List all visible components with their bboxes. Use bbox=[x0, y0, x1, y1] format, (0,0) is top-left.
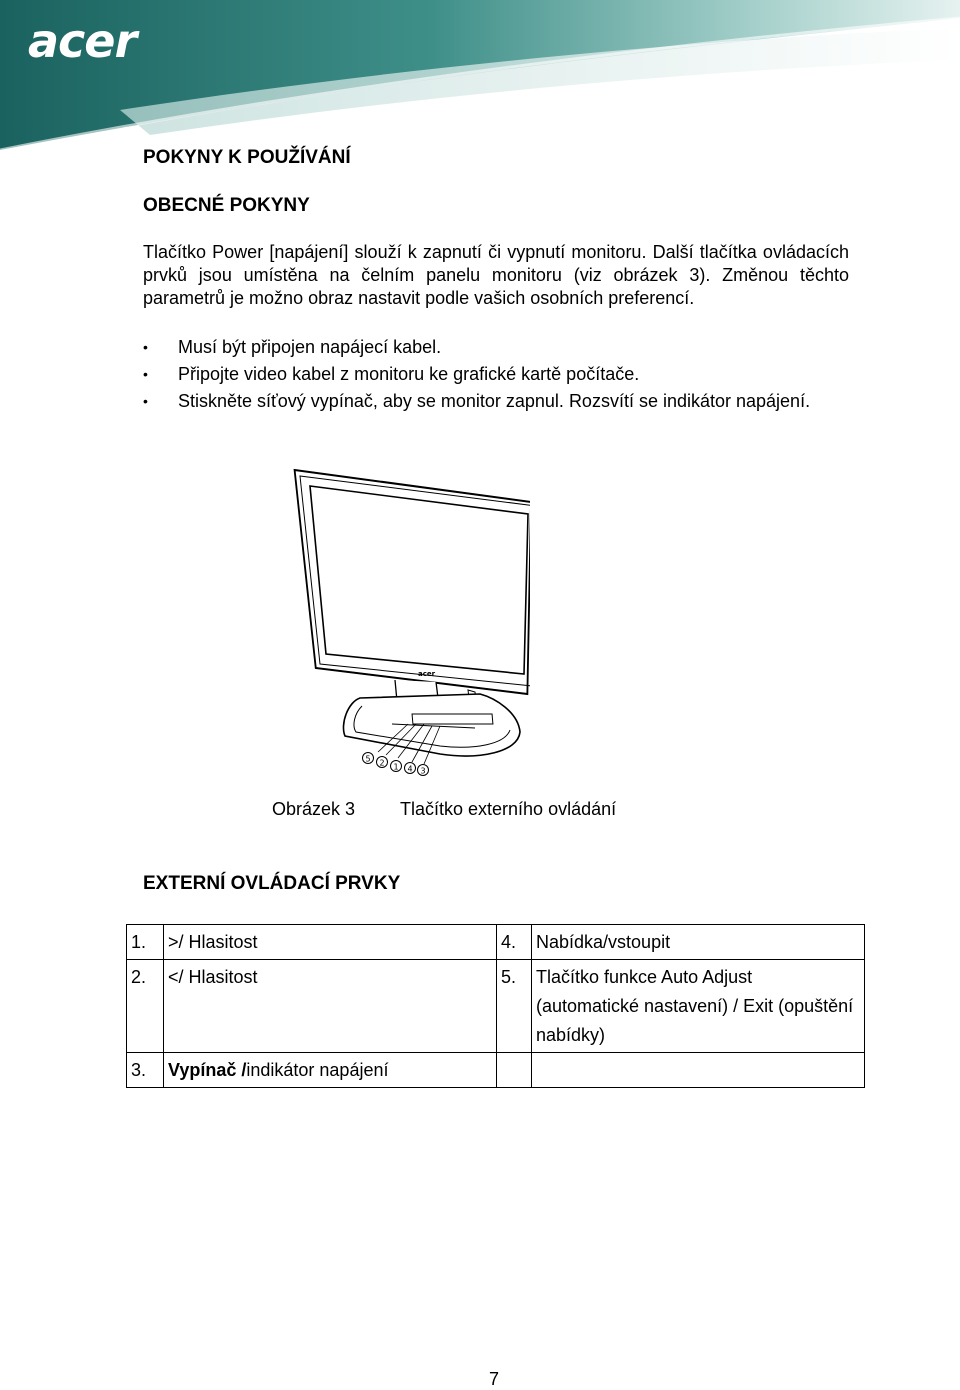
figure-caption-number: Obrázek 3 bbox=[272, 799, 356, 819]
figure-caption-text: Tlačítko externího ovládání bbox=[400, 799, 617, 819]
callout-2 bbox=[377, 757, 388, 768]
controls-table bbox=[126, 924, 865, 1088]
table-cell: </ Hlasitost bbox=[164, 960, 497, 1053]
table-cell: 2. bbox=[127, 960, 164, 1053]
intro-paragraph: Tlačítko Power [napájení] slouží k zapnutí či vypnutí monitoru. Další tlačítka ovládacích prvků jsou umístěna na čelním panelu monitoru (viz obrázek 3). Změnou těchto parametrů je možno obraz nastavit podle vašich osobních preferencí. bbox=[143, 242, 849, 308]
list-item bbox=[143, 361, 823, 388]
table-row bbox=[127, 1053, 865, 1088]
table-cell: Tlačítko funkce Auto Adjust (automatické nastavení) / Exit (opuštění nabídky) bbox=[532, 960, 865, 1053]
controls-title: EXTERNÍ OVLÁDACÍ PRVKY bbox=[143, 873, 401, 894]
list-item-text: Musí být připojen napájecí kabel. bbox=[178, 337, 442, 357]
list-item bbox=[143, 388, 823, 415]
monitor-figure bbox=[290, 462, 530, 782]
subsection-title: OBECNÉ POKYNY bbox=[143, 195, 310, 216]
list-item-text: Připojte video kabel z monitoru ke grafické kartě počítače. bbox=[178, 364, 640, 384]
svg-text:5: 5 bbox=[365, 754, 371, 764]
table-row bbox=[127, 960, 865, 1053]
callout-3 bbox=[418, 765, 429, 776]
power-indicator-label: indikátor napájení bbox=[246, 1060, 389, 1080]
section-title: POKYNY K POUŽÍVÁNÍ bbox=[143, 147, 351, 168]
list-item-text: Stiskněte síťový vypínač, aby se monitor zapnul. Rozsvítí se indikátor napájení. bbox=[178, 391, 811, 411]
svg-text:4: 4 bbox=[407, 764, 413, 774]
svg-text:1: 1 bbox=[393, 762, 399, 772]
callout-1 bbox=[391, 761, 402, 772]
table-cell bbox=[532, 1053, 865, 1088]
table-cell: Nabídka/vstoupit bbox=[532, 925, 865, 960]
svg-text:3: 3 bbox=[420, 766, 426, 776]
table-cell: 3. bbox=[127, 1053, 164, 1088]
bullet-icon: • bbox=[143, 366, 148, 382]
bullet-icon: • bbox=[143, 393, 148, 409]
table-cell: 4. bbox=[497, 925, 532, 960]
callout-5 bbox=[363, 753, 374, 764]
monitor-illustration bbox=[290, 462, 530, 782]
power-switch-label: Vypínač / bbox=[168, 1060, 247, 1080]
bullet-icon: • bbox=[143, 339, 148, 355]
instruction-list bbox=[143, 334, 823, 415]
table-cell: 5. bbox=[497, 960, 532, 1053]
page-number: 7 bbox=[489, 1369, 500, 1389]
table-cell bbox=[164, 1053, 497, 1088]
table-cell: 1. bbox=[127, 925, 164, 960]
list-item bbox=[143, 334, 823, 361]
table-row bbox=[127, 925, 865, 960]
acer-logo: acer bbox=[28, 14, 137, 68]
bezel-brand: acer bbox=[418, 670, 436, 678]
table-cell bbox=[497, 1053, 532, 1088]
table-cell: >/ Hlasitost bbox=[164, 925, 497, 960]
svg-text:2: 2 bbox=[379, 758, 385, 768]
callout-4 bbox=[405, 763, 416, 774]
header-banner bbox=[0, 0, 960, 150]
header-swoosh bbox=[0, 0, 960, 150]
